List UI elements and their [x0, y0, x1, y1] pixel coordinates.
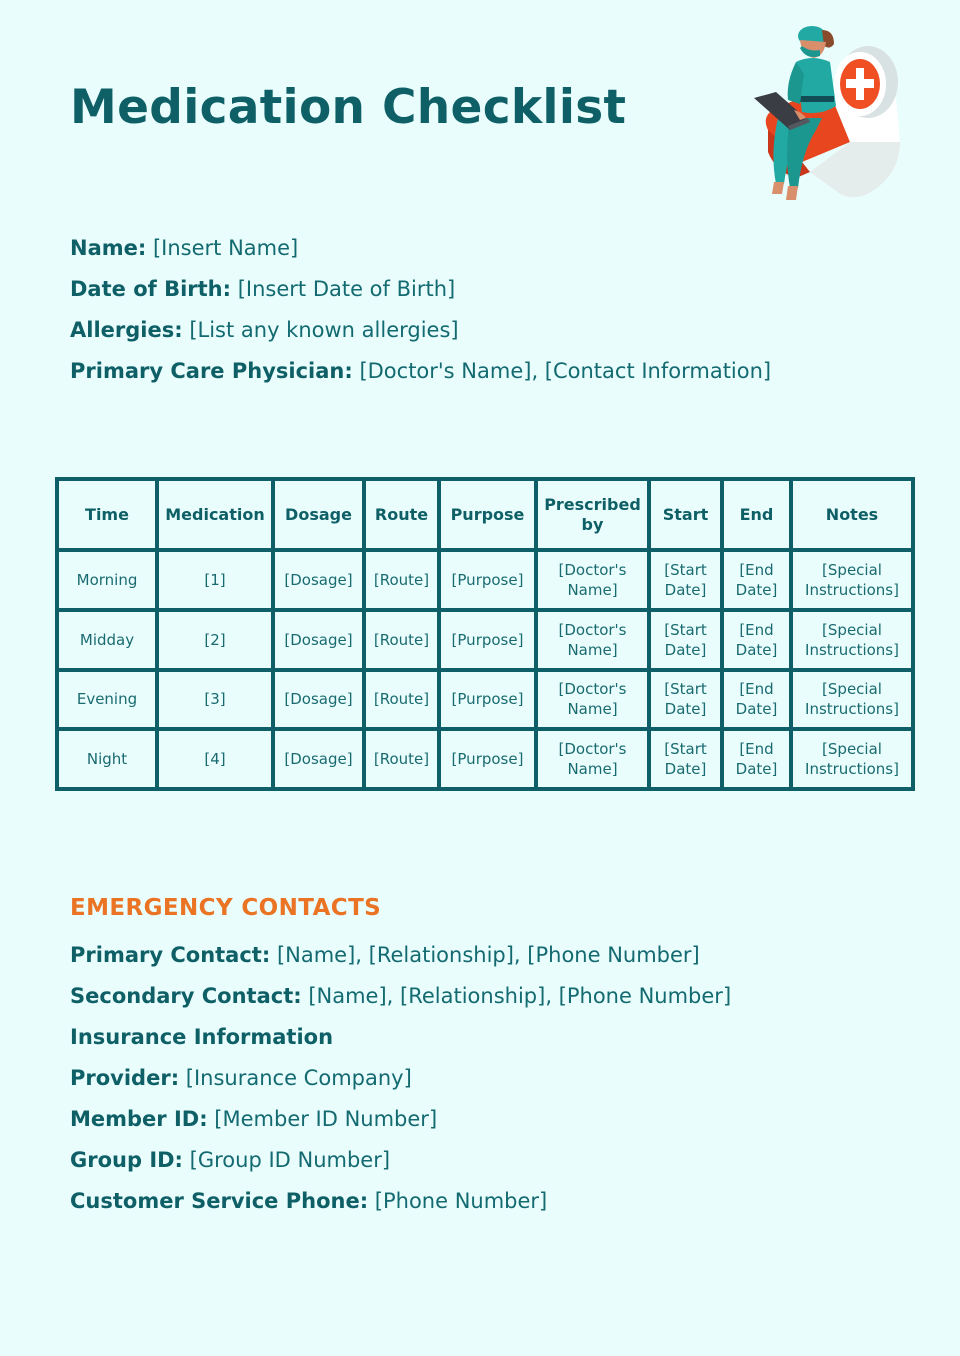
cell-start: [Start Date] [649, 670, 722, 730]
cell-notes: [Special Instructions] [791, 550, 913, 610]
emergency-contacts [70, 935, 731, 1222]
patient-name-label: Name: [70, 236, 147, 260]
date-of-birth-value: [Insert Date of Birth] [237, 277, 456, 301]
cell-time: Morning [57, 550, 157, 610]
customer-service-phone-line [70, 1181, 731, 1222]
cell-end: [End Date] [722, 670, 791, 730]
member-id-value: [Member ID Number] [214, 1107, 438, 1131]
cell-medication: [3] [157, 670, 273, 730]
table-row [57, 550, 913, 610]
allergies-label: Allergies: [70, 318, 183, 342]
header-end: End [722, 479, 791, 550]
medication-table [55, 477, 915, 791]
primary-contact-label: Primary Contact: [70, 943, 271, 967]
cell-dosage: [Dosage] [273, 610, 364, 670]
provider-label: Provider: [70, 1066, 180, 1090]
secondary-contact-line [70, 976, 731, 1017]
table-row [57, 670, 913, 730]
header-route: Route [364, 479, 439, 550]
allergies-value: [List any known allergies] [189, 318, 459, 342]
group-id-line [70, 1140, 731, 1181]
header-time: Time [57, 479, 157, 550]
primary-contact-line [70, 935, 731, 976]
cell-prescribed-by: [Doctor's Name] [536, 550, 649, 610]
cell-purpose: [Purpose] [439, 550, 536, 610]
primary-contact-value: [Name], [Relationship], [Phone Number] [276, 943, 700, 967]
header-notes: Notes [791, 479, 913, 550]
cell-time: Evening [57, 670, 157, 730]
primary-care-physician-value: [Doctor's Name], [Contact Information] [359, 359, 772, 383]
table-row [57, 729, 913, 789]
cell-notes: [Special Instructions] [791, 670, 913, 730]
cell-prescribed-by: [Doctor's Name] [536, 729, 649, 789]
group-id-label: Group ID: [70, 1148, 183, 1172]
cell-start: [Start Date] [649, 729, 722, 789]
cell-dosage: [Dosage] [273, 670, 364, 730]
cell-route: [Route] [364, 670, 439, 730]
emergency-contacts-heading: EMERGENCY CONTACTS [70, 895, 382, 921]
cell-purpose: [Purpose] [439, 670, 536, 730]
primary-care-physician-line [70, 351, 771, 392]
customer-service-phone-value: [Phone Number] [374, 1189, 548, 1213]
group-id-value: [Group ID Number] [189, 1148, 391, 1172]
cell-start: [Start Date] [649, 550, 722, 610]
table-row [57, 610, 913, 670]
header-medication: Medication [157, 479, 273, 550]
date-of-birth-label: Date of Birth: [70, 277, 232, 301]
cell-prescribed-by: [Doctor's Name] [536, 670, 649, 730]
customer-service-phone-label: Customer Service Phone: [70, 1189, 369, 1213]
cell-end: [End Date] [722, 610, 791, 670]
header-dosage: Dosage [273, 479, 364, 550]
insurance-information-heading [70, 1017, 731, 1058]
insurance-heading-text: Insurance Information [70, 1025, 334, 1049]
primary-care-physician-label: Primary Care Physician: [70, 359, 353, 383]
header-prescribed-by: Prescribed by [536, 479, 649, 550]
medical-cross-badge [834, 46, 898, 118]
page-title: Medication Checklist [70, 80, 627, 135]
cell-end: [End Date] [722, 550, 791, 610]
cell-dosage: [Dosage] [273, 550, 364, 610]
cell-route: [Route] [364, 729, 439, 789]
cell-medication: [2] [157, 610, 273, 670]
member-id-label: Member ID: [70, 1107, 208, 1131]
table-header-row [57, 479, 913, 550]
member-id-line [70, 1099, 731, 1140]
cell-time: Night [57, 729, 157, 789]
cell-notes: [Special Instructions] [791, 729, 913, 789]
cell-medication: [1] [157, 550, 273, 610]
cell-start: [Start Date] [649, 610, 722, 670]
cell-purpose: [Purpose] [439, 610, 536, 670]
secondary-contact-label: Secondary Contact: [70, 984, 302, 1008]
cell-end: [End Date] [722, 729, 791, 789]
header-purpose: Purpose [439, 479, 536, 550]
date-of-birth-line [70, 269, 771, 310]
patient-info [70, 228, 771, 392]
cell-route: [Route] [364, 610, 439, 670]
cell-route: [Route] [364, 550, 439, 610]
cell-notes: [Special Instructions] [791, 610, 913, 670]
header-start: Start [649, 479, 722, 550]
cell-prescribed-by: [Doctor's Name] [536, 610, 649, 670]
provider-line [70, 1058, 731, 1099]
patient-name-value: [Insert Name] [152, 236, 299, 260]
nurse-with-laptop-on-pill-icon [750, 22, 910, 217]
cell-time: Midday [57, 610, 157, 670]
cell-dosage: [Dosage] [273, 729, 364, 789]
allergies-line [70, 310, 771, 351]
secondary-contact-value: [Name], [Relationship], [Phone Number] [308, 984, 732, 1008]
patient-name-line [70, 228, 771, 269]
cell-medication: [4] [157, 729, 273, 789]
provider-value: [Insurance Company] [185, 1066, 412, 1090]
cell-purpose: [Purpose] [439, 729, 536, 789]
